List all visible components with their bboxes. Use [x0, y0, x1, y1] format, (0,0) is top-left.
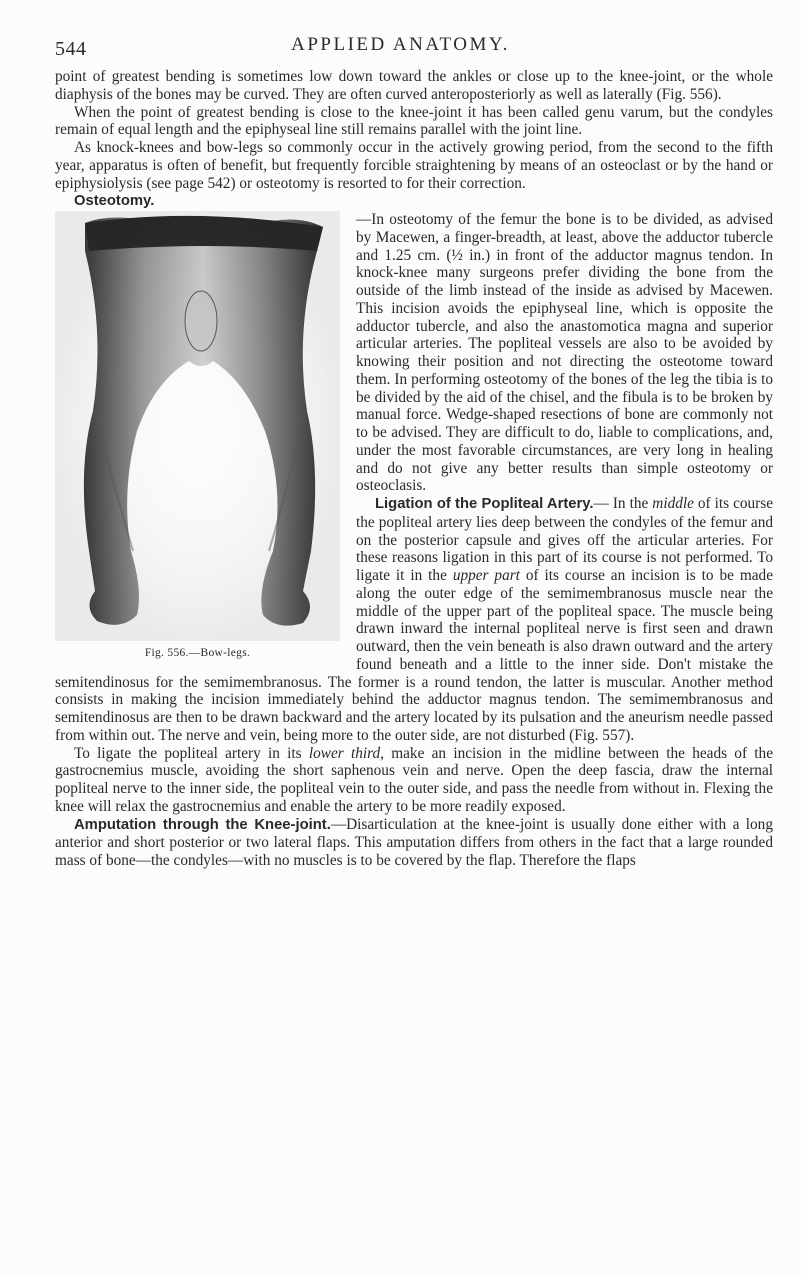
- ligation-emphasis-upper: upper part: [452, 567, 520, 584]
- paragraph-lower-third: [55, 745, 773, 816]
- lower-third-text-1: To ligate the popliteal artery in its: [74, 744, 309, 762]
- ligation-text-2: of its course the popliteal artery lies deep between the condyles of the femur and on the posterior capsule and gives off the articular arteries. For these reasons ligation in this part of its course is not performed. To ligate it in the: [356, 495, 774, 584]
- paragraph-osteotomy: [55, 192, 773, 211]
- osteotomy-text: —In osteotomy of the femur the bone is to be divided, as advised by Macewen, a finger-breadth, at least, above the adductor tubercle and 1.25 cm. (½ in.) in front of the adductor magnus tendon. In knock-knee many surgeons prefer dividing the bone from the outside of the limb instead of the inside as advised by Macewen. This incision avoids the epiphyseal line, which is opposite the adductor tubercle, and also the anastomotica magna and superior articular arteries. The popliteal vessels are also to be avoided by knowing their position and not directing the osteotome toward them. In performing osteotomy of the bones of the leg the tibia is to be divided by the aid of the chisel, and the fibula is to be broken by manual force. Wedge-shaped resections of bone are commonly not to be advised. They are difficult to do, liable to complications, and, under the most favorable circumstances, are very long in healing and do not give any better results than simple osteotomy or osteoclasis.: [356, 211, 773, 495]
- vignette: [55, 211, 340, 641]
- page-number: 544: [55, 38, 87, 60]
- figure-556: [55, 211, 340, 661]
- heading-osteotomy: Osteotomy.: [74, 193, 155, 210]
- paragraph-2: When the point of greatest bending is close to the knee-joint it has been called genu varum, but the condyles remain of equal length and the epiphyseal line still remains parallel with the joint line.: [55, 103, 773, 139]
- lower-third-emphasis: lower third: [308, 744, 381, 762]
- body-text: [55, 68, 773, 870]
- heading-ligation: Ligation of the Popliteal Artery.: [375, 496, 594, 512]
- paragraph-3: As knock-knees and bow-legs so commonly occur in the actively growing period, from the second to the fifth year, apparatus is often of benefit, but frequently forcible straightening by means of an osteoclast or by the hand or epiphysiolysis (see page 542) or osteotomy is resorted to for their correction.: [55, 139, 773, 192]
- bow-legs-photograph: [55, 211, 340, 641]
- paragraph-1: point of greatest bending is sometimes low down toward the ankles or close up to the knee-joint, or the whole diaphysis of the bones may be curved. They are often curved anteroposteriorly as well as laterally (Fig. 556).: [55, 68, 773, 103]
- paragraph-amputation: [55, 816, 773, 870]
- heading-amputation: Amputation through the Knee-joint.: [74, 816, 331, 833]
- ligation-emphasis-middle: middle: [652, 495, 694, 512]
- lower-third-text-2: , make an incision in the midline between the heads of the gastrocnemius muscle, avoiding the short saphenous vein and nerve. Open the deep fascia, draw the internal popliteal nerve to the inner side, the popliteal vein to the outer side, and pass the needle from without in. Flexing the knee will relax the gastrocnemius and enable the artery to be more readily exposed.: [55, 744, 773, 815]
- ligation-text-3: of its course an incision is to be made along the outer edge of the semimembranosus muscle near the middle of the upper part of the popliteal space. The muscle being drawn inward the internal popliteal nerve is first seen and drawn outward, then the vein beneath is also drawn outward and the artery found beneath and a little to the inner side. Don't mistake the semitendinosus for the semimembranosus. The former is a round tendon, the latter is muscular. Another method consists in making the incision immediately behind the adductor magnus tendon. The semimembranosus and semitendinosus are then to be drawn backward and the artery located by its pulsation and the aneurism needle passed from within out. The nerve and vein, being more to the outer side, are not disturbed (Fig. 557).: [55, 567, 773, 744]
- figure-caption: Fig. 556.—Bow-legs.: [144, 647, 251, 660]
- amputation-text: —Disarticulation at the knee-joint is usually done either with a long anterior and short posterior or two lateral flaps. This amputation differs from others in the fact that a large rounded mass of bone—the condyles—with no muscles is to be covered by the flap. Therefore the flaps: [55, 815, 773, 869]
- running-head: [0, 34, 801, 64]
- running-title: APPLIED ANATOMY.: [291, 34, 510, 55]
- ligation-text-1: — In the: [593, 495, 653, 512]
